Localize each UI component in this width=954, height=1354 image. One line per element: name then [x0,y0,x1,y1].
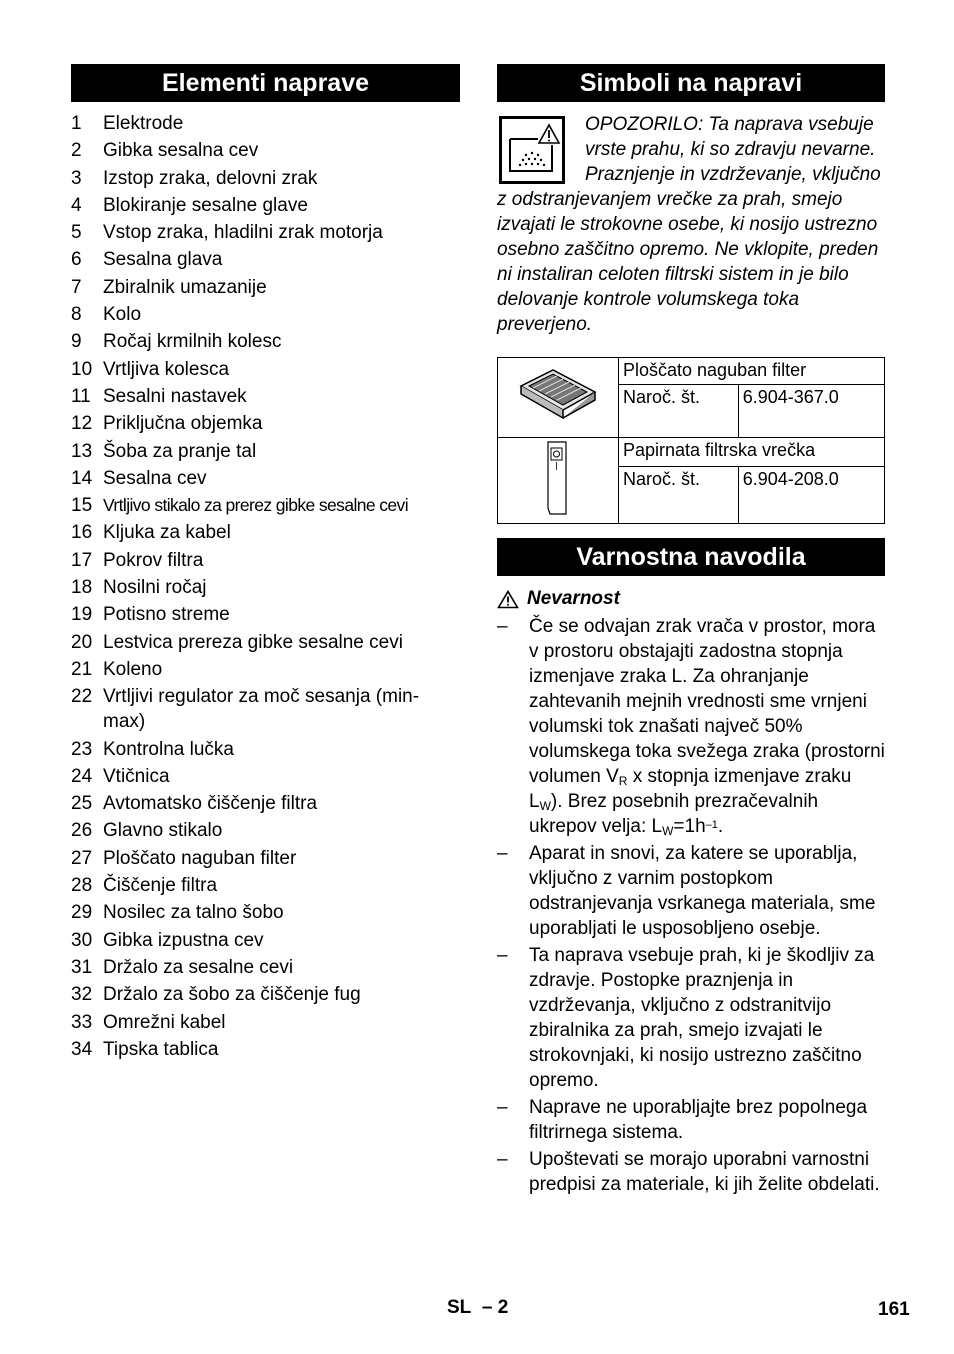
list-item: 24 Vtičnica [71,765,170,787]
list-item: 7 Zbiralnik umazanije [71,276,267,298]
left-column [71,64,460,1064]
list-item: 3 Izstop zraka, delovni zrak [71,167,318,189]
list-item: 10 Vrtljiva kolesca [71,358,230,380]
list-item: 25 Avtomatsko čiščenje filtra [71,793,318,815]
parts-list [71,111,460,1062]
list-item: 26 Glavno stikalo [71,820,223,842]
list-item: – Upoštevati se morajo uporabni varnostni predpisi za materiale, ki jih želite obdelati. [497,1149,880,1195]
list-item: 20 Lestvica prereza gibke sesalne cevi [71,631,403,653]
list-item: 15 Vrtljivo stikalo za prerez gibke sesalne cevi [71,495,408,517]
list-item: 23 Kontrolna lučka [71,738,234,760]
accessories-table: Ploščato naguban filter Naroč. št. 6.904-367.0 Papirnata filtrska vrečka Naroč. št. 6.904-208.0 [497,357,885,524]
list-item: 14 Sesalna cev [71,467,207,489]
list-item: 6 Sesalna glava [71,249,223,271]
page-number: 161 [878,1299,910,1320]
list-item: – Aparat in snovi, za katere se uporablja, vključno z varnim postopkom odstranjevanja vsrkanega materiala, sme uporabljati le usposobljeno osebje. [497,843,876,939]
paper-filter-bag-icon [498,438,619,524]
list-item: – Naprave ne uporabljajte brez popolnega filtrirnega sistema. [497,1097,868,1143]
list-item: 28 Čiščenje filtra [71,875,218,897]
flat-pleated-filter-icon [498,358,619,438]
list-item: 12 Priključna objemka [71,413,263,435]
list-item: 4 Blokiranje sesalne glave [71,194,308,216]
list-item: 1 Elektrode [71,113,184,134]
section-title-simboli: Simboli na napravi [497,64,885,102]
list-item: 19 Potisno streme [71,604,230,626]
list-item: 13 Šoba za pranje tal [71,440,257,462]
list-item: 9 Ročaj krmilnih kolesc [71,331,282,353]
warning-paragraph: OPOZORILO: Ta naprava vsebuje vrste prahu, ki so zdravju nevarne. Praznjenje in vzdrževanje, vključno z odstranjevanjem vrečke za prah, smejo izvajati le strokovne osebe, ki nosijo ustrezno osebno zaščitno opremo. Ne vklopite, preden ni instaliran celoten filtrski sistem in je bilo delovanje kontrole volumskega toka preverjeno. [497,114,881,335]
section-title-elementi: Elementi naprave [71,64,460,102]
list-item: 18 Nosilni ročaj [71,577,207,599]
section-title-varnostna: Varnostna navodila [497,538,885,576]
danger-triangle-icon [497,590,519,609]
warning-dust-icon [499,116,565,184]
right-column [497,64,885,1199]
list-item: 32 Držalo za šobo za čiščenje fug [71,984,361,1006]
list-item: 31 Držalo za sesalne cevi [71,956,294,978]
list-item: 2 Gibka sesalna cev [71,140,259,162]
list-item: 30 Gibka izpustna cev [71,929,264,951]
list-item: 22 Vrtljivi regulator za moč sesanja (min-max) [71,686,420,733]
footer-language: SL – 2 [447,1297,509,1318]
list-item: 34 Tipska tablica [71,1038,219,1060]
list-item: – Ta naprava vsebuje prah, ki je škodljiv za zdravje. Postopke praznjenja in vzdrževanja, vključno z odstranitvijo zbiralnika za prah, smejo izvajati le strokovnjaki, ki nosijo ustrezno zaščitno opremo. [497,945,875,1091]
list-item: – Če se odvajan zrak vrača v prostor, mora v prostoru obstajajti zadostna stopnja izmenjave zraka L. Za ohranjanje zahtevanih mejnih vrednosti sme vrnjeni volumski tok znašati največ 50% volumskega toka svežega zraka (prostorni volumen $V_R$ x stopnja izmenjave zraku $L_W$). Brez posebnih prezračevalnih ukrepov velja: $L_W=1h^{-1}$. [497,616,885,838]
list-item: 29 Nosilec za talno šobo [71,902,284,924]
danger-heading: Nevarnost [497,588,885,610]
list-item: 11 Sesalni nastavek [71,385,247,407]
list-item: 16 Kljuka za kabel [71,522,231,544]
list-item: 17 Pokrov filtra [71,549,204,571]
safety-rules-list [497,614,885,1197]
list-item: 21 Koleno [71,658,163,680]
list-item: 8 Kolo [71,304,142,326]
list-item: 33 Omrežni kabel [71,1011,226,1033]
list-item: 5 Vstop zraka, hladilni zrak motorja [71,222,383,244]
list-item: 27 Ploščato naguban filter [71,847,297,869]
